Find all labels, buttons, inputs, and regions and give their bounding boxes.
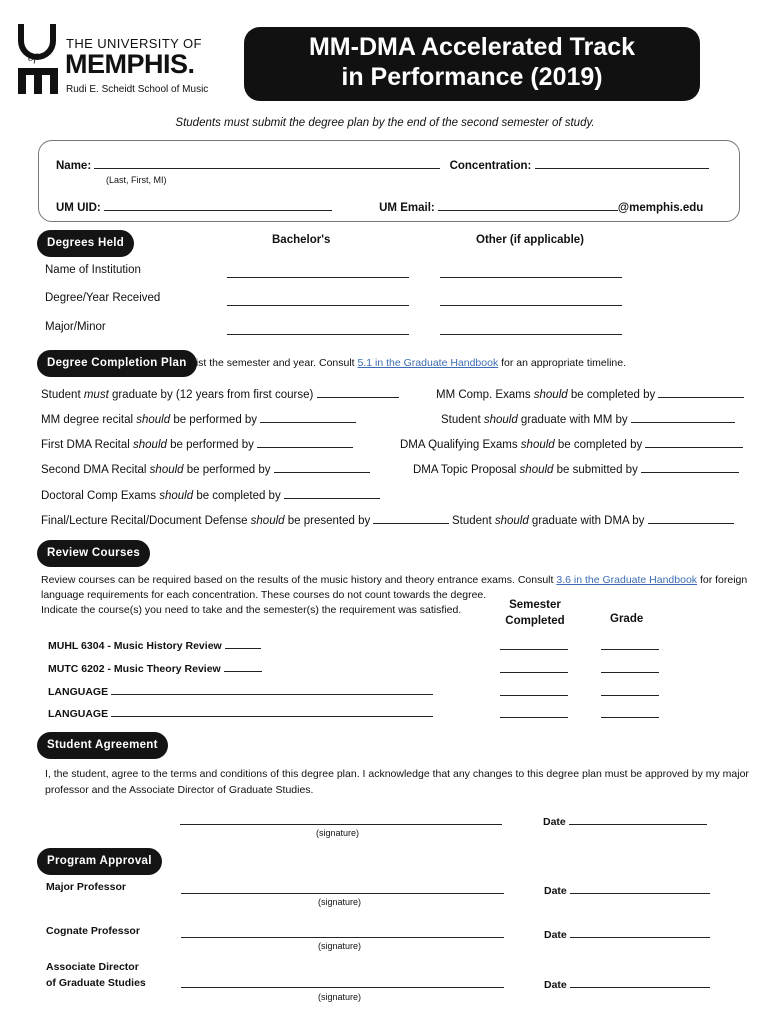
title-line2: in Performance (2019) xyxy=(341,63,603,91)
review-course-row: MUHL 6304 - Music History Review xyxy=(48,636,261,652)
uid-field[interactable] xyxy=(104,198,332,211)
degree-year-other-field[interactable] xyxy=(440,293,622,306)
email-field[interactable] xyxy=(438,198,618,211)
review-courses-header: Review Courses xyxy=(37,540,150,567)
date-row: Date xyxy=(544,881,710,897)
plan-date-field[interactable] xyxy=(658,385,744,398)
plan-item: Student must graduate by (12 years from first course) xyxy=(41,385,399,401)
plan-item: MM degree recital should be performed by xyxy=(41,410,356,426)
bachelors-col-header: Bachelor's xyxy=(272,234,331,246)
major-minor-other-field[interactable] xyxy=(440,322,622,335)
signature-caption: (signature) xyxy=(318,897,362,907)
review-p1: Review courses can be required based on the results of the music history and theory entrance exams. Consult 3.6 in the Graduate Handbook for foreign xyxy=(41,574,748,586)
institution-bachelors-field[interactable] xyxy=(227,265,409,278)
concentration-label: Concentration: xyxy=(449,160,532,172)
grade-field[interactable] xyxy=(601,637,659,650)
date-row: Date xyxy=(543,812,707,828)
degree-row-label: Name of Institution xyxy=(45,264,141,276)
student-date-field[interactable] xyxy=(569,812,707,825)
course-field[interactable] xyxy=(224,659,262,672)
student-signature-field[interactable] xyxy=(180,812,502,825)
grade-field[interactable] xyxy=(601,705,659,718)
email-suffix: @memphis.edu xyxy=(617,202,704,214)
cognate-professor-date-field[interactable] xyxy=(570,925,710,938)
plan-item: DMA Qualifying Exams should be completed by xyxy=(400,435,743,451)
plan-item: MM Comp. Exams should be completed by xyxy=(436,385,744,401)
subtitle: Students must submit the degree plan by the end of the second semester of study. xyxy=(175,117,595,129)
concentration-field[interactable] xyxy=(535,156,709,169)
name-row xyxy=(56,156,709,172)
plan-date-field[interactable] xyxy=(317,385,399,398)
handbook-link-3-6[interactable]: 3.6 in the Graduate Handbook xyxy=(556,574,698,586)
logo-letter-u xyxy=(18,24,56,60)
plan-date-field[interactable] xyxy=(284,486,380,499)
completion-plan-note xyxy=(190,357,626,369)
handbook-link-5-1[interactable]: 5.1 in the Graduate Handbook xyxy=(357,357,499,369)
associate-director-signature-field[interactable] xyxy=(181,975,504,988)
language-field[interactable] xyxy=(111,682,433,695)
review-p2: language requirements for each concentration. These courses do not count towards the degree. xyxy=(41,589,487,601)
date-row: Date xyxy=(544,925,710,941)
name-field[interactable] xyxy=(94,156,440,169)
review-course-row: MUTC 6202 - Music Theory Review xyxy=(48,659,262,675)
semester-col-header: Semester Completed xyxy=(505,599,565,627)
signature-caption: (signature) xyxy=(316,828,360,838)
plan-date-field[interactable] xyxy=(631,410,735,423)
semester-completed-field[interactable] xyxy=(500,705,568,718)
name-hint: (Last, First, MI) xyxy=(106,175,167,185)
plan-item: Doctoral Comp Exams should be completed by xyxy=(41,486,380,502)
approver-label: Cognate Professor xyxy=(46,925,140,937)
title-banner xyxy=(244,27,700,101)
logo-of: of xyxy=(28,52,37,64)
plan-date-field[interactable] xyxy=(645,435,743,448)
university-logo xyxy=(18,24,228,98)
review-course-row: LANGUAGE xyxy=(48,704,433,720)
institution-other-field[interactable] xyxy=(440,265,622,278)
program-approval-header: Program Approval xyxy=(37,848,162,875)
cognate-professor-signature-field[interactable] xyxy=(181,925,504,938)
email-label: UM Email: xyxy=(379,202,435,214)
plan-date-field[interactable] xyxy=(274,460,370,473)
course-field[interactable] xyxy=(225,636,261,649)
plan-item: Student should graduate with DMA by xyxy=(452,511,734,527)
degree-row-label: Degree/Year Received xyxy=(45,292,161,304)
approver-label: Major Professor xyxy=(46,881,126,893)
semester-completed-field[interactable] xyxy=(500,637,568,650)
signature-caption: (signature) xyxy=(318,941,362,951)
agreement-p2: professor and the Associate Director of Graduate Studies. xyxy=(45,784,314,796)
uid-row xyxy=(56,198,703,214)
grade-col-header: Grade xyxy=(610,613,644,625)
degree-year-bachelors-field[interactable] xyxy=(227,293,409,306)
semester-completed-field[interactable] xyxy=(500,660,568,673)
plan-date-field[interactable] xyxy=(257,435,353,448)
plan-item: Final/Lecture Recital/Document Defense should be presented by xyxy=(41,511,449,527)
completion-plan-header: Degree Completion Plan xyxy=(37,350,197,377)
uid-label: UM UID: xyxy=(56,202,101,214)
agreement-p1: I, the student, agree to the terms and conditions of this degree plan. I acknowledge that any changes to this degree plan must be approved by my major xyxy=(45,768,749,780)
plan-date-field[interactable] xyxy=(260,410,356,423)
title-line1: MM-DMA Accelerated Track xyxy=(308,33,636,61)
plan-item: First DMA Recital should be performed by xyxy=(41,435,353,451)
review-p3: Indicate the course(s) you need to take and the semester(s) the requirement was satisfied. xyxy=(41,604,462,616)
plan-date-field[interactable] xyxy=(641,460,739,473)
plan-date-field[interactable] xyxy=(648,511,734,524)
semester-completed-field[interactable] xyxy=(500,683,568,696)
um-logo-mark xyxy=(18,24,58,94)
plan-item: Second DMA Recital should be performed by xyxy=(41,460,370,476)
plan-date-field[interactable] xyxy=(373,511,449,524)
degree-row-label: Major/Minor xyxy=(45,321,106,333)
other-col-header: Other (if applicable) xyxy=(476,234,584,246)
major-minor-bachelors-field[interactable] xyxy=(227,322,409,335)
associate-director-date-field[interactable] xyxy=(570,975,710,988)
note-text: List the semester and year. Consult xyxy=(190,357,358,369)
major-professor-signature-field[interactable] xyxy=(181,881,504,894)
degrees-held-header: Degrees Held xyxy=(37,230,134,257)
review-course-row: LANGUAGE xyxy=(48,682,433,698)
logo-line3: Rudi E. Scheidt School of Music xyxy=(66,84,209,95)
plan-item: Student should graduate with MM by xyxy=(441,410,735,426)
note-text: for an appropriate timeline. xyxy=(498,357,627,369)
logo-line1: THE UNIVERSITY OF xyxy=(66,36,202,51)
logo-letter-m xyxy=(18,68,58,94)
plan-item: DMA Topic Proposal should be submitted by xyxy=(413,460,739,476)
language-field[interactable] xyxy=(111,704,433,717)
grade-field[interactable] xyxy=(601,660,659,673)
student-agreement-header: Student Agreement xyxy=(37,732,168,759)
logo-line2: MEMPHIS. xyxy=(65,49,195,79)
date-row: Date xyxy=(544,975,710,991)
approver-label: Associate Director of Graduate Studies xyxy=(46,961,146,989)
signature-caption: (signature) xyxy=(318,992,362,1002)
major-professor-date-field[interactable] xyxy=(570,881,710,894)
name-label: Name: xyxy=(56,160,92,172)
grade-field[interactable] xyxy=(601,683,659,696)
